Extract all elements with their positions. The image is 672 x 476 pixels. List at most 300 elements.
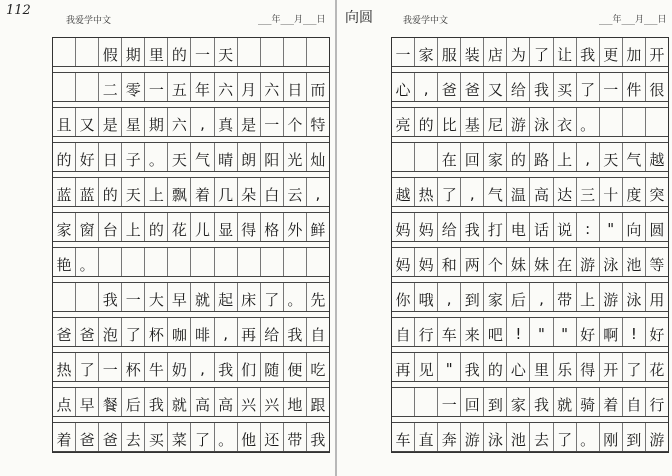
- date-field: ___年___月___日: [599, 15, 667, 25]
- grid-cell: 衣: [554, 108, 577, 136]
- grid-cell: 飘: [168, 178, 191, 206]
- grid-cell: 了: [191, 423, 214, 451]
- grid-cell: 里: [145, 38, 168, 66]
- grid-cell: 起: [215, 283, 238, 311]
- grid-cell: !: [507, 318, 530, 346]
- grid-cell: 再: [392, 353, 415, 381]
- grid-cell: 杯: [145, 318, 168, 346]
- grid-cell: 晴: [215, 143, 238, 171]
- grid-cell: 花: [168, 213, 191, 241]
- grid-cell: ": [438, 353, 461, 381]
- grid-cell: [392, 143, 415, 171]
- grid-cell: 让: [554, 38, 577, 66]
- grid-cell: 见: [415, 353, 438, 381]
- grid-cell: 家: [484, 143, 507, 171]
- grid-cell: 妹: [507, 248, 530, 276]
- grid-row: [53, 143, 329, 172]
- grid-cell: 天: [168, 143, 191, 171]
- grid-cell: 爸: [53, 318, 76, 346]
- grid-cell: :: [577, 213, 600, 241]
- grid-cell: 个: [484, 248, 507, 276]
- grid-cell: 电: [507, 213, 530, 241]
- header-title: 我爱学中文: [66, 16, 112, 26]
- grid-cell: [415, 143, 438, 171]
- grid-cell: 打: [484, 213, 507, 241]
- grid-cell: 买: [145, 423, 168, 451]
- grid-cell: 的: [168, 38, 191, 66]
- grid-cell: 他: [238, 423, 261, 451]
- grid-cell: 台: [99, 213, 122, 241]
- grid-cell: 好: [76, 143, 99, 171]
- date-field: ___年___月___日: [258, 15, 326, 25]
- grid-cell: 得: [577, 353, 600, 381]
- grid-cell: 妈: [415, 248, 438, 276]
- grid-cell: 就: [554, 388, 577, 416]
- grid-cell: 子: [122, 143, 145, 171]
- grid-cell: 的: [484, 353, 507, 381]
- grid-cell: 哦: [415, 283, 438, 311]
- grid-cell: 了: [438, 178, 461, 206]
- grid-cell: 骑: [577, 388, 600, 416]
- grid-cell: [238, 248, 261, 276]
- grid-row: [392, 423, 668, 452]
- grid-cell: 家: [415, 38, 438, 66]
- grid-cell: 先: [310, 290, 326, 309]
- grid-cell: 假: [99, 38, 122, 66]
- grid-cell: 家: [484, 283, 507, 311]
- grid-row: [53, 388, 329, 417]
- grid-cell: 五: [168, 73, 191, 101]
- grid-cell: 是: [99, 108, 122, 136]
- grid-cell: 开: [649, 45, 665, 64]
- grid-cell: 高: [530, 178, 553, 206]
- grid-cell: 去: [530, 423, 553, 451]
- grid-cell: 云: [284, 178, 307, 206]
- grid-cell: [76, 283, 99, 311]
- grid-cell: 上: [122, 213, 145, 241]
- grid-cell: 心: [392, 73, 415, 101]
- grid-cell: 朗: [238, 143, 261, 171]
- grid-cell: 又: [76, 108, 99, 136]
- grid-cell: 越: [392, 178, 415, 206]
- grid-cell: 基: [461, 108, 484, 136]
- grid-cell: 泳: [530, 108, 553, 136]
- grid-cell: 后: [507, 283, 530, 311]
- grid-row: [392, 318, 668, 347]
- grid-cell: 池: [623, 248, 646, 276]
- grid-cell: 鲜: [310, 220, 326, 239]
- grid-cell: 我: [99, 283, 122, 311]
- grid-cell: 爸: [99, 423, 122, 451]
- grid-cell: 我: [530, 388, 553, 416]
- grid-row: [53, 318, 329, 347]
- grid-cell: 的: [145, 213, 168, 241]
- grid-cell: 再: [238, 318, 261, 346]
- grid-cell: 。: [577, 108, 600, 136]
- grid-cell: [600, 108, 623, 136]
- grid-cell: 早: [168, 283, 191, 311]
- grid-cell: 买: [554, 73, 577, 101]
- grid-cell: 一: [600, 73, 623, 101]
- grid-cell: 件: [623, 73, 646, 101]
- grid-cell: ,: [191, 108, 214, 136]
- grid-cell: [145, 248, 168, 276]
- right-page: [337, 0, 672, 476]
- grid-cell: ": [600, 213, 623, 241]
- grid-cell: 了: [76, 353, 99, 381]
- grid-cell: 显: [215, 213, 238, 241]
- grid-row: [53, 423, 329, 452]
- grid-cell: 车: [438, 318, 461, 346]
- grid-cell: 月: [238, 73, 261, 101]
- grid-cell: 且: [53, 108, 76, 136]
- grid-cell: 跟: [310, 395, 326, 414]
- grid-cell: [53, 73, 76, 101]
- grid-cell: 温: [507, 178, 530, 206]
- grid-cell: 更: [600, 38, 623, 66]
- writing-grid: [52, 37, 330, 453]
- grid-cell: 餐: [99, 388, 122, 416]
- grid-cell: 游: [600, 283, 623, 311]
- grid-cell: ,: [191, 353, 214, 381]
- grid-cell: 咖: [168, 318, 191, 346]
- grid-cell: [261, 38, 284, 66]
- grid-cell: 了: [530, 38, 553, 66]
- author-name: 向圆: [345, 10, 373, 26]
- grid-cell: 啡: [191, 318, 214, 346]
- grid-cell: 。: [577, 423, 600, 451]
- grid-cell: 星: [122, 108, 145, 136]
- grid-cell: 点: [53, 388, 76, 416]
- grid-cell: 一: [261, 108, 284, 136]
- grid-cell: 圆: [649, 220, 665, 239]
- header-title: 我爱学中文: [403, 16, 449, 26]
- grid-cell: [261, 248, 284, 276]
- grid-cell: 随: [261, 353, 284, 381]
- grid-row: [53, 73, 329, 102]
- grid-cell: [392, 388, 415, 416]
- grid-cell: 游: [461, 423, 484, 451]
- grid-cell: 菜: [168, 423, 191, 451]
- grid-cell: 刚: [600, 423, 623, 451]
- grid-row: [392, 213, 668, 242]
- grid-cell: 大: [145, 283, 168, 311]
- grid-row: [392, 353, 668, 382]
- grid-cell: 带: [554, 283, 577, 311]
- grid-cell: 突: [649, 185, 665, 204]
- grid-row: [392, 38, 668, 67]
- grid-cell: 带: [284, 423, 307, 451]
- grid-cell: 白: [261, 178, 284, 206]
- grid-cell: 期: [145, 108, 168, 136]
- grid-cell: 达: [554, 178, 577, 206]
- grid-cell: 奔: [438, 423, 461, 451]
- grid-cell: 妈: [392, 248, 415, 276]
- grid-cell: 家: [53, 213, 76, 241]
- grid-cell: 后: [122, 388, 145, 416]
- grid-cell: 的: [507, 143, 530, 171]
- grid-cell: 车: [392, 423, 415, 451]
- grid-cell: 六: [215, 73, 238, 101]
- grid-cell: 自: [310, 325, 326, 344]
- grid-cell: ": [530, 318, 553, 346]
- grid-cell: ,: [215, 318, 238, 346]
- grid-cell: 到: [484, 388, 507, 416]
- grid-cell: 爸: [461, 73, 484, 101]
- grid-cell: 蓝: [76, 178, 99, 206]
- grid-cell: 到: [623, 423, 646, 451]
- grid-cell: 爸: [76, 318, 99, 346]
- grid-cell: 给: [261, 318, 284, 346]
- grid-cell: 好: [649, 325, 665, 344]
- grid-cell: 气: [623, 143, 646, 171]
- grid-cell: 年: [191, 73, 214, 101]
- writing-grid: [391, 37, 669, 453]
- grid-cell: 上: [554, 143, 577, 171]
- grid-cell: [284, 38, 307, 66]
- grid-cell: 。: [215, 423, 238, 451]
- grid-cell: 天: [600, 143, 623, 171]
- grid-cell: !: [623, 318, 646, 346]
- grid-cell: 好: [577, 318, 600, 346]
- grid-cell: 还: [261, 423, 284, 451]
- grid-row: [392, 388, 668, 417]
- grid-cell: 六: [261, 73, 284, 101]
- grid-cell: 就: [191, 283, 214, 311]
- grid-cell: 而: [310, 80, 326, 99]
- grid-cell: 游: [577, 248, 600, 276]
- grid-cell: 向: [623, 213, 646, 241]
- grid-cell: 杯: [122, 353, 145, 381]
- grid-cell: 泡: [99, 318, 122, 346]
- grid-cell: 行: [415, 318, 438, 346]
- grid-cell: 二: [99, 73, 122, 101]
- grid-cell: 。: [284, 283, 307, 311]
- grid-cell: 店: [484, 38, 507, 66]
- grid-cell: 外: [284, 213, 307, 241]
- grid-cell: 里: [530, 353, 553, 381]
- grid-row: [53, 248, 329, 277]
- grid-cell: [623, 108, 646, 136]
- grid-cell: ,: [315, 185, 321, 203]
- grid-row: [53, 108, 329, 137]
- grid-cell: 到: [461, 283, 484, 311]
- grid-cell: 一: [122, 283, 145, 311]
- grid-cell: 奶: [168, 353, 191, 381]
- grid-cell: 我: [530, 73, 553, 101]
- grid-cell: 的: [415, 108, 438, 136]
- grid-cell: 着: [600, 388, 623, 416]
- grid-cell: ,: [415, 73, 438, 101]
- grid-cell: 装: [461, 38, 484, 66]
- grid-cell: 又: [484, 73, 507, 101]
- grid-cell: 一: [145, 73, 168, 101]
- grid-cell: 了: [554, 423, 577, 451]
- grid-cell: 天: [122, 178, 145, 206]
- grid-cell: 兴: [238, 388, 261, 416]
- grid-cell: [168, 248, 191, 276]
- grid-cell: 家: [507, 388, 530, 416]
- grid-cell: 来: [461, 318, 484, 346]
- grid-cell: 加: [623, 38, 646, 66]
- grid-row: [53, 353, 329, 382]
- grid-cell: 我: [577, 38, 600, 66]
- grid-cell: 。: [145, 143, 168, 171]
- grid-cell: [215, 248, 238, 276]
- grid-cell: 阳: [261, 143, 284, 171]
- grid-cell: 自: [392, 318, 415, 346]
- grid-cell: 几: [215, 178, 238, 206]
- grid-cell: 泳: [484, 423, 507, 451]
- grid-cell: 。: [76, 248, 99, 276]
- grid-cell: 期: [122, 38, 145, 66]
- grid-cell: 早: [76, 388, 99, 416]
- grid-cell: [191, 248, 214, 276]
- grid-cell: 为: [507, 38, 530, 66]
- grid-cell: 我: [215, 353, 238, 381]
- grid-cell: 话: [530, 213, 553, 241]
- grid-cell: ,: [530, 283, 553, 311]
- grid-cell: 爸: [438, 73, 461, 101]
- grid-cell: 高: [191, 388, 214, 416]
- grid-cell: 亮: [392, 108, 415, 136]
- grid-cell: 说: [554, 213, 577, 241]
- grid-cell: ": [554, 318, 577, 346]
- grid-cell: 给: [507, 73, 530, 101]
- grid-cell: 牛: [145, 353, 168, 381]
- grid-cell: 灿: [310, 150, 326, 169]
- grid-cell: ,: [438, 283, 461, 311]
- grid-cell: 啊: [600, 318, 623, 346]
- grid-cell: 泳: [600, 248, 623, 276]
- grid-cell: 的: [53, 143, 76, 171]
- grid-cell: [53, 283, 76, 311]
- grid-cell: 便: [284, 353, 307, 381]
- grid-cell: 泳: [623, 283, 646, 311]
- grid-cell: 气: [191, 143, 214, 171]
- grid-cell: 着: [53, 423, 76, 451]
- grid-cell: ,: [461, 178, 484, 206]
- grid-cell: [53, 38, 76, 66]
- grid-cell: 天: [215, 38, 238, 66]
- grid-cell: 就: [168, 388, 191, 416]
- grid-cell: 兴: [261, 388, 284, 416]
- grid-cell: [284, 248, 307, 276]
- grid-cell: 路: [530, 143, 553, 171]
- grid-cell: 了: [261, 283, 284, 311]
- grid-cell: 吃: [310, 360, 326, 379]
- grid-cell: 是: [238, 108, 261, 136]
- grid-cell: 服: [438, 38, 461, 66]
- grid-cell: 真: [215, 108, 238, 136]
- grid-cell: [99, 248, 122, 276]
- grid-row: [53, 38, 329, 67]
- grid-cell: 一: [438, 388, 461, 416]
- grid-cell: 着: [191, 178, 214, 206]
- grid-cell: [238, 38, 261, 66]
- grid-cell: 很: [649, 80, 665, 99]
- grid-cell: 一: [99, 353, 122, 381]
- grid-cell: 我: [461, 353, 484, 381]
- grid-cell: 一: [392, 38, 415, 66]
- grid-cell: [122, 248, 145, 276]
- grid-cell: [307, 248, 329, 276]
- grid-cell: 用: [649, 290, 665, 309]
- grid-cell: 了: [623, 353, 646, 381]
- grid-cell: 给: [438, 213, 461, 241]
- grid-cell: 回: [461, 143, 484, 171]
- grid-cell: 窗: [76, 213, 99, 241]
- grid-cell: 妹: [530, 248, 553, 276]
- grid-cell: 蓝: [53, 178, 76, 206]
- grid-cell: 我: [284, 318, 307, 346]
- grid-cell: 热: [53, 353, 76, 381]
- grid-row: [392, 73, 668, 102]
- grid-cell: 比: [438, 108, 461, 136]
- grid-cell: 床: [238, 283, 261, 311]
- grid-cell: 两: [461, 248, 484, 276]
- grid-cell: [415, 388, 438, 416]
- grid-cell: 上: [145, 178, 168, 206]
- grid-cell: 乐: [554, 353, 577, 381]
- grid-cell: 池: [507, 423, 530, 451]
- grid-cell: 儿: [191, 213, 214, 241]
- grid-cell: 等: [649, 255, 665, 274]
- grid-cell: 上: [577, 283, 600, 311]
- grid-cell: 一: [191, 38, 214, 66]
- grid-cell: 行: [649, 395, 665, 414]
- grid-cell: 在: [438, 143, 461, 171]
- grid-cell: 们: [238, 353, 261, 381]
- grid-cell: 十: [600, 178, 623, 206]
- grid-cell: 自: [623, 388, 646, 416]
- grid-cell: [76, 38, 99, 66]
- grid-cell: 朵: [238, 178, 261, 206]
- grid-cell: 零: [122, 73, 145, 101]
- grid-cell: 爸: [76, 423, 99, 451]
- grid-cell: 度: [623, 178, 646, 206]
- grid-cell: 的: [99, 178, 122, 206]
- grid-cell: 心: [507, 353, 530, 381]
- grid-cell: 日: [99, 143, 122, 171]
- grid-row: [53, 213, 329, 242]
- grid-cell: 妈: [415, 213, 438, 241]
- grid-cell: ,: [577, 143, 600, 171]
- grid-cell: 游: [649, 430, 665, 449]
- grid-row: [392, 248, 668, 277]
- grid-cell: 你: [392, 283, 415, 311]
- grid-cell: 我: [461, 213, 484, 241]
- grid-cell: [307, 38, 329, 66]
- grid-cell: 去: [122, 423, 145, 451]
- grid-cell: 日: [284, 73, 307, 101]
- grid-cell: 我: [145, 388, 168, 416]
- grid-row: [392, 283, 668, 312]
- grid-cell: 六: [168, 108, 191, 136]
- grid-cell: 在: [554, 248, 577, 276]
- grid-cell: 地: [284, 388, 307, 416]
- grid-cell: 热: [415, 178, 438, 206]
- grid-cell: 吧: [484, 318, 507, 346]
- grid-cell: 个: [284, 108, 307, 136]
- grid-cell: 花: [649, 360, 665, 379]
- grid-cell: 尼: [484, 108, 507, 136]
- grid-cell: 游: [507, 108, 530, 136]
- grid-cell: 直: [415, 423, 438, 451]
- grid-cell: 三: [577, 178, 600, 206]
- grid-cell: [76, 73, 99, 101]
- grid-cell: 气: [484, 178, 507, 206]
